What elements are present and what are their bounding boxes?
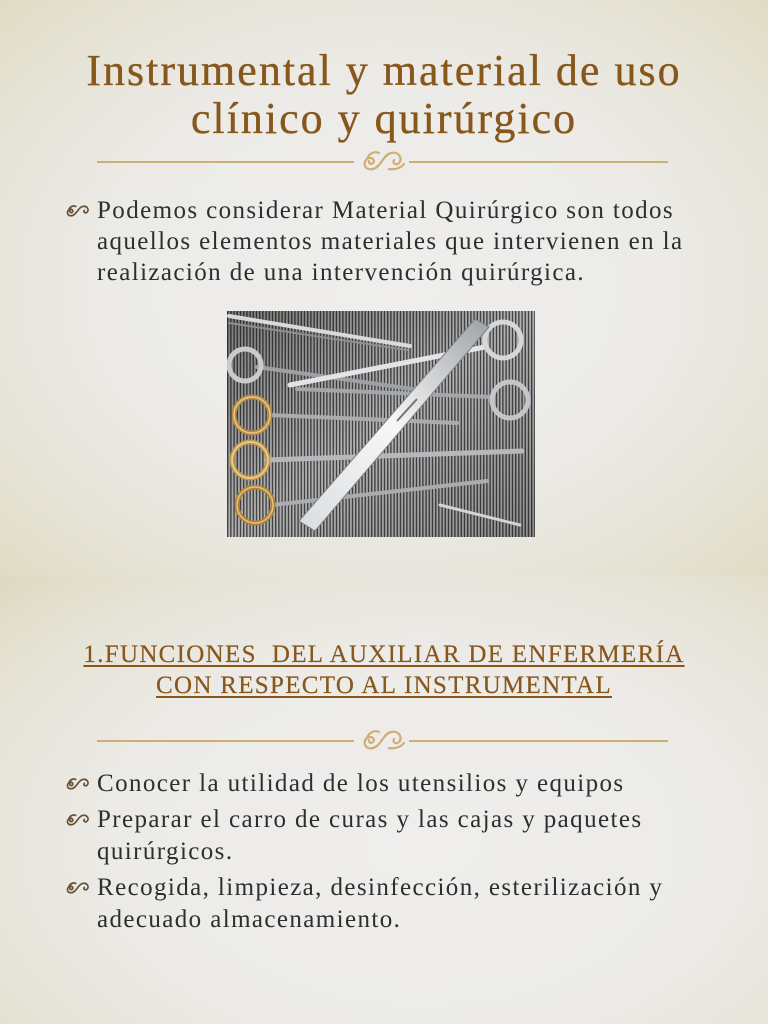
list-item-text: quirúrgicos.	[97, 838, 234, 865]
heading-divider	[97, 726, 668, 754]
section-heading-line: CON RESPECTO AL INSTRUMENTAL	[156, 672, 612, 699]
list-item-text: Preparar el carro de curas y las cajas y paquetes	[97, 806, 643, 833]
title-divider	[97, 147, 668, 175]
list-item-text: Podemos considerar Material Quirúrgico son todos	[97, 197, 675, 224]
swirl-bullet-icon	[64, 812, 92, 828]
divider-rule-left	[97, 740, 354, 742]
divider-rule-right	[409, 740, 668, 742]
slide-title-line: Instrumental y material de uso	[86, 46, 682, 95]
list-item	[64, 768, 724, 800]
slide-title	[0, 47, 768, 143]
slide-title-line: clínico y quirúrgico	[190, 94, 578, 143]
swirl-bullet-icon	[64, 203, 92, 219]
slide-2	[0, 576, 768, 1024]
list-item	[64, 195, 724, 288]
section-heading-line: 1.FUNCIONES DEL AUXILIAR DE ENFERMERÍA	[83, 641, 685, 668]
list-item	[64, 872, 724, 936]
list-item-text: realización de una intervención quirúrgica.	[97, 259, 586, 286]
swirl-bullet-icon	[64, 880, 92, 896]
surgical-instruments-photo	[227, 311, 535, 537]
list-item	[64, 804, 724, 868]
divider-rule-right	[409, 161, 668, 163]
list-item-text: adecuado almacenamiento.	[97, 906, 402, 933]
divider-rule-left	[97, 161, 354, 163]
list-item-text: Recogida, limpieza, desinfección, esterilización y	[97, 874, 664, 901]
section-heading-line-wrap	[0, 639, 768, 670]
bullet-list	[64, 195, 724, 288]
section-heading-line-wrap	[0, 670, 768, 701]
section-heading	[0, 639, 768, 701]
swirl-ornament-icon	[359, 726, 407, 754]
bullet-list	[64, 768, 724, 936]
swirl-ornament-icon	[359, 147, 407, 175]
list-item-text: aquellos elementos materiales que intervienen en la	[97, 228, 684, 255]
swirl-bullet-icon	[64, 776, 92, 792]
list-item-text: Conocer la utilidad de los utensilios y equipos	[97, 770, 625, 797]
